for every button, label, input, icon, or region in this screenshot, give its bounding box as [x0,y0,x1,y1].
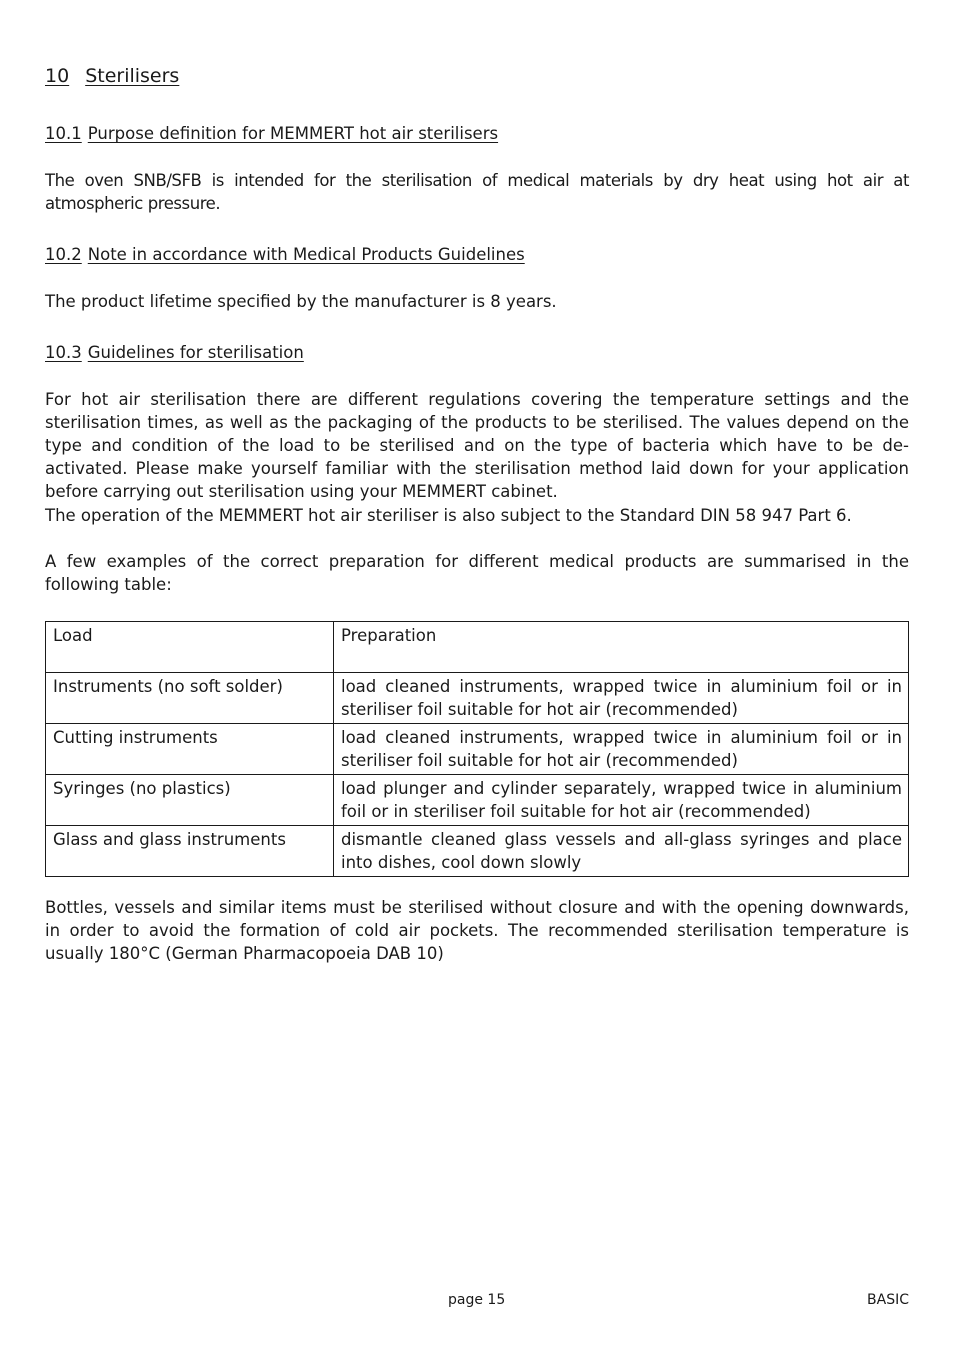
table-row [46,724,909,775]
page-number: page 15 [448,1292,506,1308]
subsection-number: 10.1 [45,124,82,143]
subsection-number: 10.3 [45,343,82,362]
table-cell-load: Syringes (no plastics) [46,775,334,826]
subsection-heading-10-1 [45,124,498,143]
standard-paragraph: The operation of the MEMMERT hot air steriliser is also subject to the Standard DIN 58 947 Part 6. [45,506,852,525]
table-cell-load: Glass and glass instruments [46,826,334,877]
table-header-preparation: Preparation [334,622,909,673]
subsection-title: Guidelines for sterilisation [87,343,304,362]
table-header-load: Load [46,622,334,673]
section-heading [45,65,179,87]
table-row [46,826,909,877]
table-cell-load: Cutting instruments [46,724,334,775]
subsection-title: Purpose definition for MEMMERT hot air sterilisers [87,124,499,143]
section-number: 10 [45,65,70,87]
lifetime-paragraph: The product lifetime specified by the manufacturer is 8 years. [45,292,557,311]
subsection-heading-10-3 [45,343,304,362]
model-label: BASIC [867,1292,909,1308]
table-cell-preparation: dismantle cleaned glass vessels and all-glass syringes and place into dishes, cool down slowly [334,826,909,877]
sterilisation-table [45,621,909,877]
table-intro-paragraph: A few examples of the correct preparation for different medical products are summarised in the following table: [45,552,909,594]
closing-paragraph: Bottles, vessels and similar items must be sterilised without closure and with the opening downwards, in order to avoid the formation of cold air pockets. The recommended sterilisation temperature is usually 180°C (German Pharmacopoeia DAB 10) [45,898,909,963]
subsection-heading-10-2 [45,245,525,264]
table-cell-preparation: load plunger and cylinder separately, wrapped twice in aluminium foil or in steriliser foil suitable for hot air (recommended) [334,775,909,826]
table-header-row [46,622,909,673]
table-cell-preparation: load cleaned instruments, wrapped twice in aluminium foil or in steriliser foil suitable for hot air (recommended) [334,673,909,724]
purpose-paragraph: The oven SNB/SFB is intended for the sterilisation of medical materials by dry heat using hot air at atmospheric pressure. [45,171,909,213]
table-cell-preparation: load cleaned instruments, wrapped twice in aluminium foil or in steriliser foil suitable for hot air (recommended) [334,724,909,775]
table-cell-load: Instruments (no soft solder) [46,673,334,724]
table-row [46,673,909,724]
subsection-number: 10.2 [45,245,82,264]
table-row [46,775,909,826]
guidelines-paragraph: For hot air sterilisation there are different regulations covering the temperature settings and the sterilisation times, as well as the packaging of the products to be sterilised. The values depend on the type and condition of the load to be sterilised and on the type of bacteria which have to be de-activated. Please make yourself familiar with the sterilisation method laid down for your application before carrying out sterilisation using your MEMMERT cabinet. [45,390,909,501]
subsection-title: Note in accordance with Medical Products Guidelines [87,245,525,264]
section-title: Sterilisers [85,65,180,87]
